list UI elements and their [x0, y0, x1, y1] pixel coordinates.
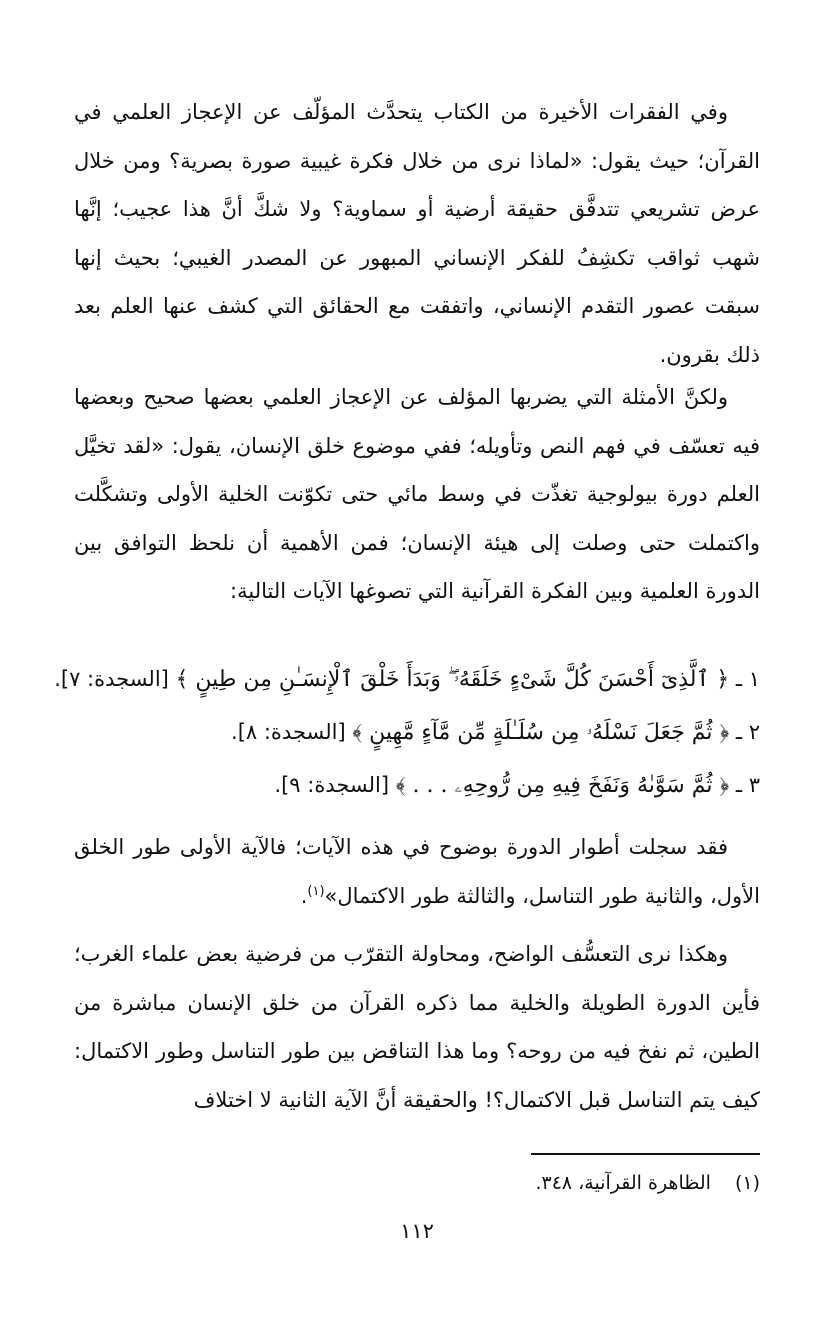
paragraph-3-end: . — [300, 883, 308, 908]
verse-reference: [السجدة: ٧]. — [54, 667, 169, 691]
verse-item — [74, 759, 760, 812]
verse-number: ٣ ـ — [735, 773, 760, 797]
footnote-text: الظاهرة القرآنية، ٣٤٨. — [535, 1172, 711, 1194]
verse-number: ١ ـ — [735, 667, 760, 691]
verse-item — [54, 653, 760, 706]
footnote — [535, 1168, 760, 1198]
verse-text: ﴿ ٱلَّذِىٓ أَحْسَنَ كُلَّ شَىْءٍ خَلَقَهُۥ ۖ وَبَدَأَ خَلْقَ ٱلْإِنسَـٰنِ مِن طِينٍ ﴾ — [175, 667, 730, 692]
verse-reference: [السجدة: ٨]. — [231, 720, 346, 744]
paragraph-2: ولكنَّ الأمثلة التي يضربها المؤلف عن الإعجاز العلمي بعضها صحيح وبعضها فيه تعسّف في فهم النص وتأويله؛ ففي موضوع خلق الإنسان، يقول: «لقد تخيَّل العلم دورة بيولوجية تغذّت في وسط مائي حتى تكوّنت الخلية الأولى وتشكَّلت واكتملت حتى وصلت إلى هيئة الإنسان؛ فمن الأهمية أن نلحظ التوافق بين الدورة العلمية وبين الفكرة القرآنية التي تصوغها الآيات التالية: — [74, 385, 760, 603]
footnote-marker: (١) — [307, 883, 325, 899]
footnote-number: (١) — [734, 1172, 760, 1194]
verse-text: ﴿ ثُمَّ جَعَلَ نَسْلَهُۥ مِن سُلَـٰلَةٍ مِّن مَّآءٍ مَّهِينٍ ﴾ — [352, 720, 730, 745]
paragraph-3-text: فقد سجلت أطوار الدورة بوضوح في هذه الآيات؛ فالآية الأولى طور الخلق الأول، والثانية طور التناسل، والثالثة طور الاكتمال» — [74, 835, 760, 908]
verse-number: ٢ ـ — [735, 720, 760, 744]
paragraph-1: وفي الفقرات الأخيرة من الكتاب يتحدَّث المؤلّف عن الإعجاز العلمي في القرآن؛ حيث يقول: «لماذا نرى من خلال فكرة غيبية صورة بصرية؟ ومن خلال عرض تشريعي تتدفَّق حقيقة أرضية أو سماوية؟ ولا شكَّ أنَّ هذا عجيب؛ إنَّها شهب ثواقب تكشِفُ للفكر الإنساني المبهور عن المصدر الغيبي؛ بحيث إنها سبقت عصور التقدم الإنساني، واتفقت مع الحقائق التي كشف عنها العلم بعد ذلك بقرون. — [74, 100, 760, 367]
verse-item — [74, 706, 760, 759]
paragraph-3 — [74, 823, 760, 920]
book-page — [54, 88, 760, 1288]
paragraph-4: وهكذا نرى التعسُّف الواضح، ومحاولة التقرّب من فرضية بعض علماء الغرب؛ فأين الدورة الطويلة والخلية مما ذكره القرآن من خلق الإنسان مباشرة من الطين، ثم نفخ فيه من روحه؟ وما هذا التناقض بين طور التناسل وطور الاكتمال: كيف يتم التناسل قبل الاكتمال؟! والحقيقة أنَّ الآية الثانية لا اختلاف — [74, 942, 760, 1112]
footnote-divider — [531, 1153, 760, 1155]
verse-list — [54, 653, 760, 812]
verse-reference: [السجدة: ٩]. — [274, 773, 390, 797]
verse-text: ﴿ ثُمَّ سَوَّىٰهُ وَنَفَخَ فِيهِ مِن رُّوحِهِۦ . . . ﴾ — [395, 773, 730, 798]
page-number: ١١٢ — [400, 1219, 434, 1243]
